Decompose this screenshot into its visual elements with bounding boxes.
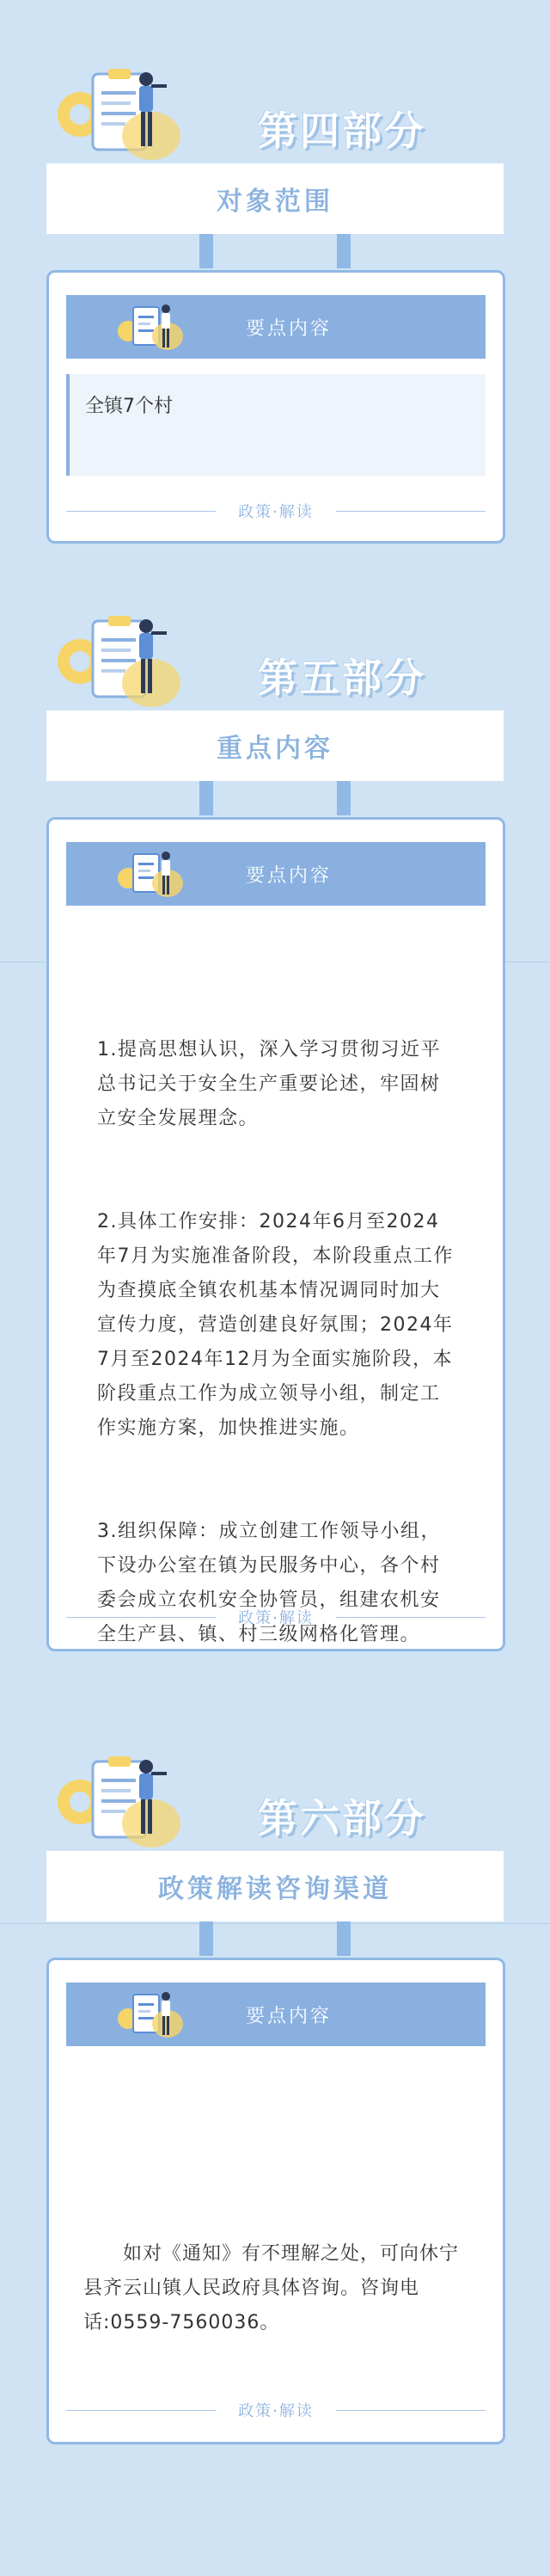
body-paragraph: 3.组织保障：成立创建工作领导小组，下设办公室在镇为民服务中心，各个村委会成立农机安全协管员，组建农机安全生产县、镇、村三级网格化管理。 xyxy=(97,1521,441,1645)
connector-pillar xyxy=(199,1921,213,1956)
footer-rule xyxy=(336,511,486,512)
content-card xyxy=(46,817,505,1651)
card-footer xyxy=(66,1608,486,1626)
connector-pillar xyxy=(337,781,351,815)
person-holding-clipboard-illustration xyxy=(50,614,187,709)
footer-rule xyxy=(66,2410,216,2411)
card-footer xyxy=(66,2401,486,2419)
footer-label: 政策·解读 xyxy=(238,503,314,521)
part-title: 第四部分 xyxy=(258,108,426,154)
card-heading: 要点内容 xyxy=(245,317,332,340)
content-card xyxy=(46,270,505,544)
section-subtitle: 对象范围 xyxy=(46,163,504,234)
card-heading: 要点内容 xyxy=(245,864,332,887)
footer-rule xyxy=(66,511,216,512)
card-footer xyxy=(66,501,486,520)
body-paragraph: 如对《通知》有不理解之处，可向休宁县齐云山镇人民政府具体咨询。咨询电话:0559-7560036。 xyxy=(83,2243,460,2333)
part-title: 第五部分 xyxy=(258,655,426,701)
card-heading: 要点内容 xyxy=(245,2005,332,2027)
section-subtitle: 重点内容 xyxy=(46,710,504,781)
connector-pillar xyxy=(337,234,351,268)
connector-pillar xyxy=(199,781,213,815)
person-holding-clipboard-illustration xyxy=(50,1755,187,1849)
card-body xyxy=(66,374,486,476)
card-heading-bar xyxy=(66,1983,486,2046)
footer-rule xyxy=(336,1617,486,1618)
footer-rule xyxy=(336,2410,486,2411)
card-heading-bar xyxy=(66,842,486,906)
connector-pillar xyxy=(199,234,213,268)
content-card xyxy=(46,1958,505,2444)
body-paragraph: 1.提高思想认识，深入学习贯彻习近平总书记关于安全生产重要论述，牢固树立安全发展理念。 xyxy=(97,1039,441,1129)
person-holding-clipboard-illustration xyxy=(50,67,187,162)
connector-pillar xyxy=(337,1921,351,1956)
footer-label: 政策·解读 xyxy=(238,2402,314,2420)
card-body xyxy=(83,2168,468,2409)
body-paragraph: 2.具体工作安排：2024年6月至2024年7月为实施准备阶段，本阶段重点工作为查摸底全镇农机基本情况调同时加大宣传力度，营造创建良好氛围；2024年7月至2024年12月为全面实施阶段，本阶段重点工作为成立领导小组，制定工作实施方案，加快推进实施。 xyxy=(97,1211,454,1439)
footer-label: 政策·解读 xyxy=(238,1609,314,1627)
card-body-text: 全镇7个村 xyxy=(85,396,173,417)
footer-rule xyxy=(66,1617,216,1618)
background-divider xyxy=(0,1923,550,1924)
card-heading-bar xyxy=(66,295,486,359)
part-title: 第六部分 xyxy=(258,1795,426,1841)
section-subtitle: 政策解读咨询渠道 xyxy=(46,1851,504,1921)
